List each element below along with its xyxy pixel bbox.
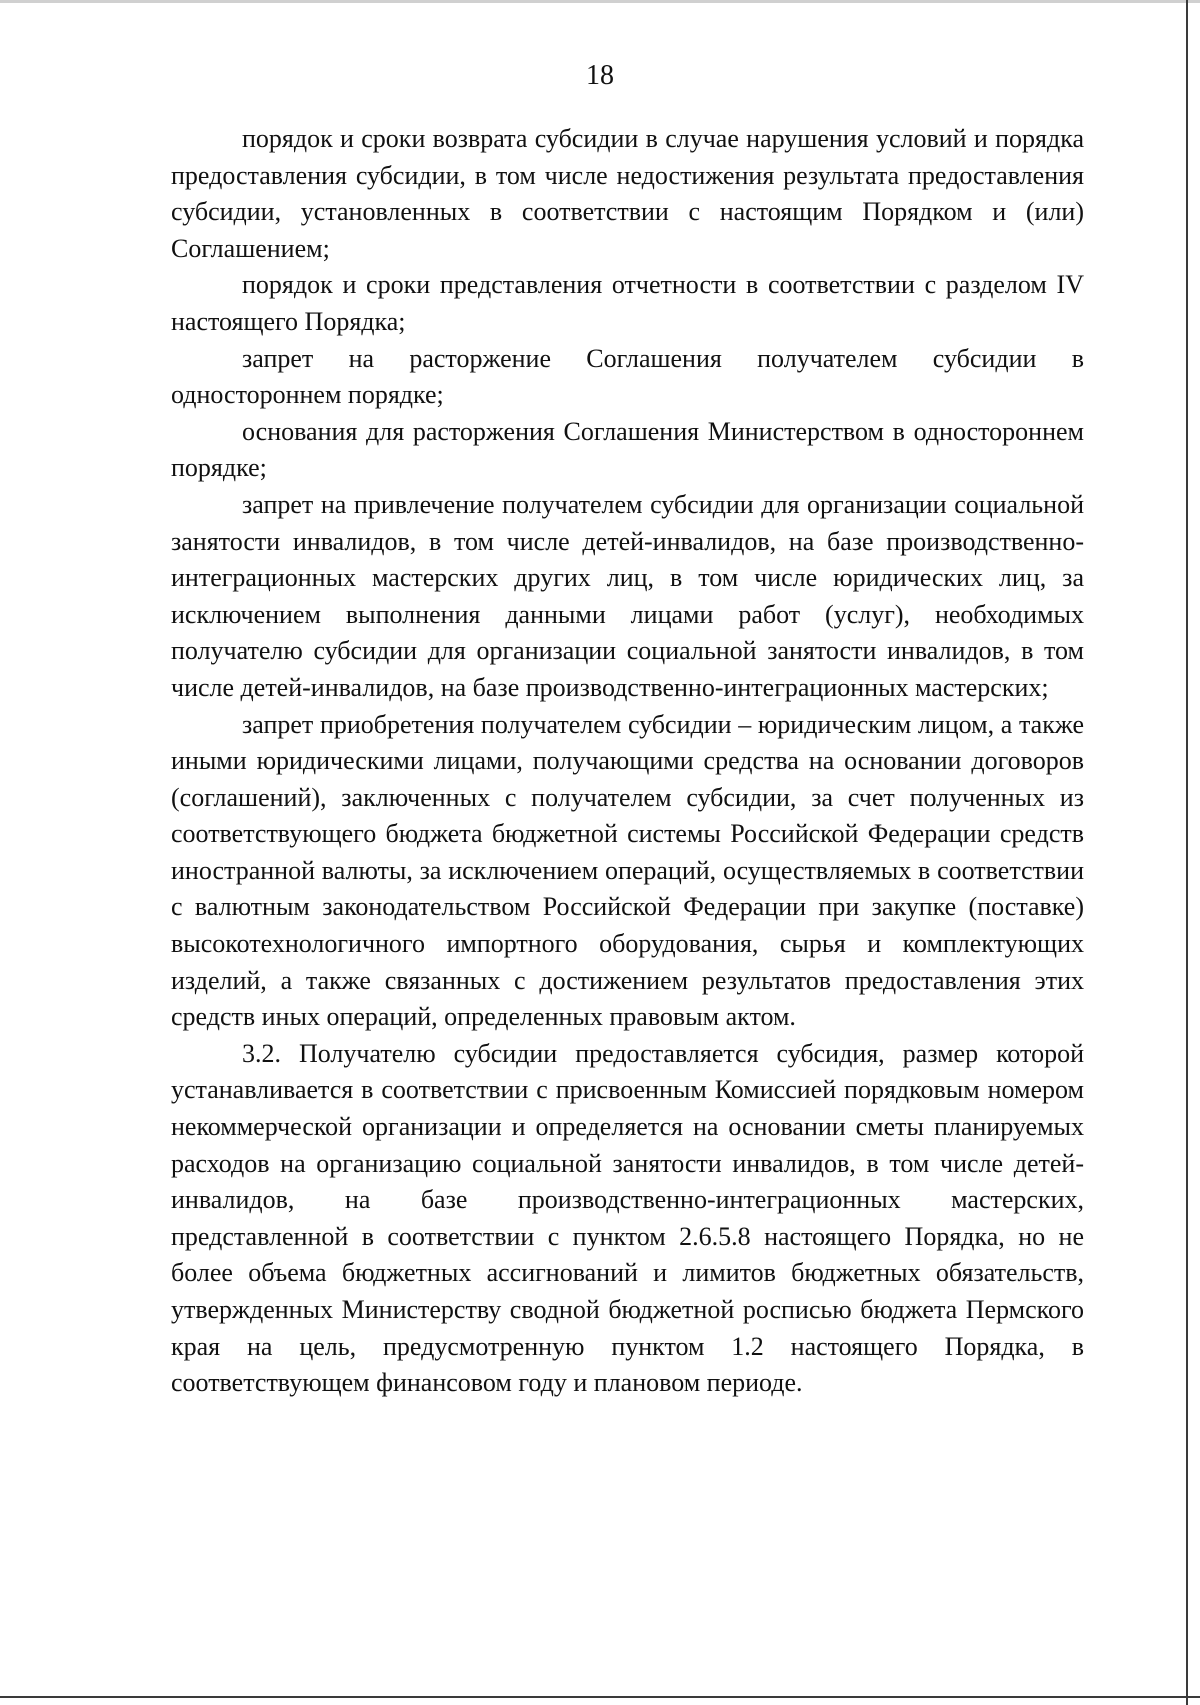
paragraph-3-2-subsidy-amount: 3.2. Получателю субсидии предоставляется субсидия, размер которой устанавливается в соответствии с присвоенным Комиссией порядковым номером некоммерческой организации и определяется на основании сметы планируемых расходов на организацию социальной занятости инвалидов, в том числе детей-инвалидов, на базе производственно-интеграционных мастерских, представленной в соответствии с пунктом 2.6.5.8 настоящего Порядка, но не более объема бюджетных ассигнований и лимитов бюджетных обязательств, утвержденных Министерству сводной бюджетной росписью бюджета Пермского края на цель, предусмотренную пунктом 1.2 настоящего Порядка, в соответствующем финансовом году и плановом периоде. (171, 1038, 1084, 1398)
page-number: 18 (586, 60, 614, 91)
paragraph-currency-ban: запрет приобретения получателем субсидии – юридическим лицом, а также иными юридическими лицами, получающими средства на основании договоров (соглашений), заключенных с получателем субсидии, за счет полученных из соответствующего бюджета бюджетной системы Российской Федерации средств иностранной валюты, за исключением операций, осуществляемых в соответствии с валютным законодательством Российской Федерации при закупке (поставке) высокотехнологичного импортного оборудования, сырья и комплектующих изделий, а также связанных с достижением результатов предоставления этих средств иных операций, определенных правовым актом. (171, 709, 1084, 1032)
paragraph-third-party-ban: запрет на привлечение получателем субсидии для организации социальной занятости инвалидов, в том числе детей-инвалидов, на базе производственно-интеграционных мастерских других лиц, в том числе юридических лиц, за исключением выполнения данными лицами работ (услуг), необходимых получателю субсидии для организации социальной занятости инвалидов, в том числе детей-инвалидов, на базе производственно-интеграционных мастерских; (171, 489, 1084, 702)
paragraph-reporting-procedure: порядок и сроки представления отчетности в соответствии с разделом IV настоящего Порядка; (171, 270, 1084, 336)
paragraph-termination-grounds: основания для расторжения Соглашения Министерством в одностороннем порядке; (171, 416, 1084, 483)
paragraph-refund-procedure: порядок и сроки возврата субсидии в случае нарушения условий и порядка предоставления субсидии, в том числе недостижения результата предоставления субсидии, установленных в соответствии с настоящим Порядком и (или) Соглашением; (171, 124, 1084, 263)
document-body (171, 121, 1084, 1402)
paragraph-termination-ban: запрет на расторжение Соглашения получателем субсидии в одностороннем порядке; (171, 343, 1084, 410)
scan-top-edge (0, 0, 1200, 3)
scan-bottom-edge (0, 1696, 1200, 1698)
scan-right-edge (1186, 0, 1188, 1705)
